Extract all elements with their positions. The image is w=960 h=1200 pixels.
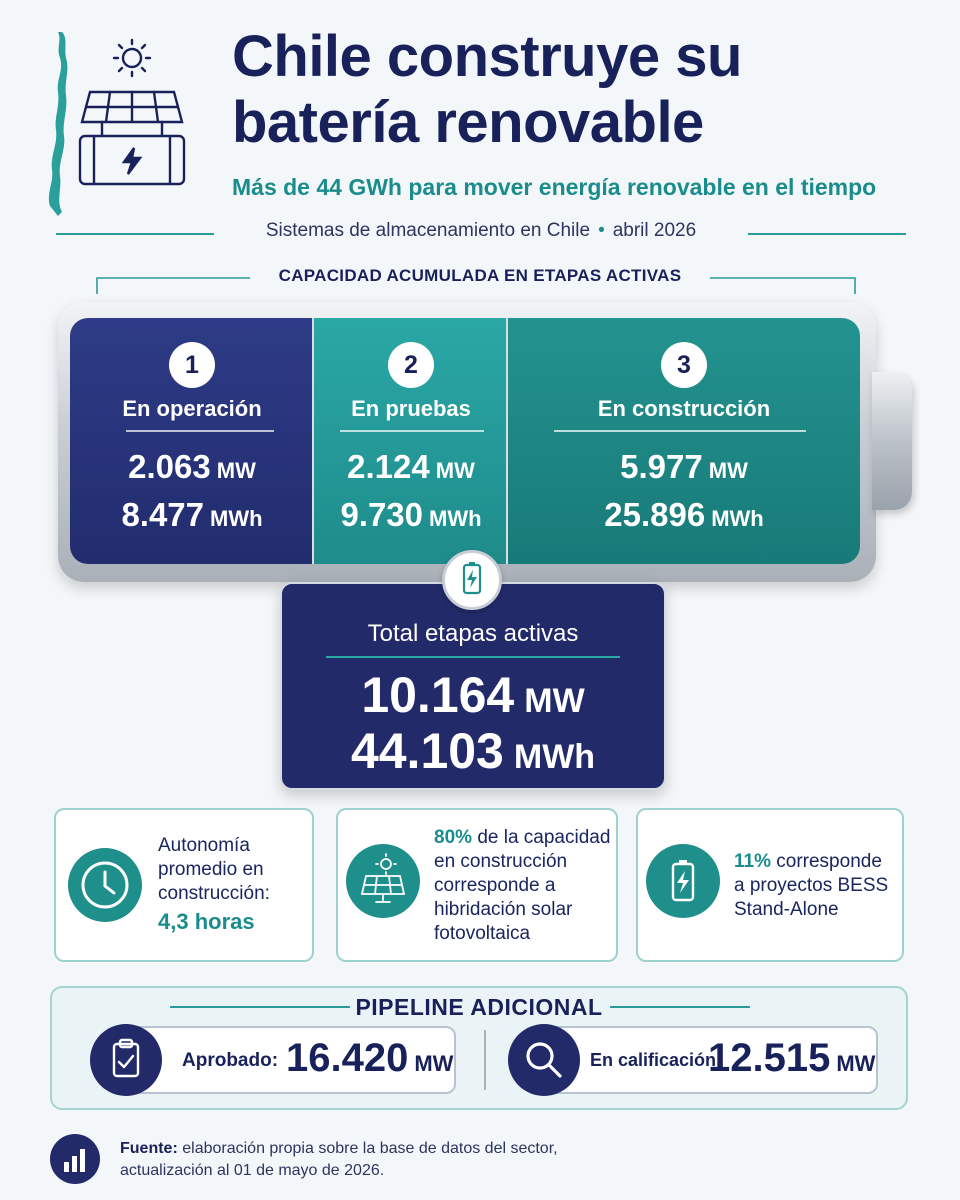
fact-highlight: 80% [434,827,473,848]
stage-number: 2 [388,342,434,388]
stage-mwh: 25.896 MWh [604,496,764,533]
pipeline-divider [484,1030,486,1090]
pipeline-review-value: 12.515 MW [708,1036,876,1080]
chile-map-icon [36,30,76,218]
meta-rule-left [56,233,214,235]
solar-battery-icon [72,36,192,188]
stage-mwh: 8.477 MWh [121,496,263,533]
footer-source-label: Fuente: [120,1140,178,1157]
battery-terminal [872,372,912,510]
stage-label: En pruebas [351,396,471,421]
bar-chart-icon [50,1134,100,1184]
battery-icon [646,844,720,918]
solar-panel-icon [346,844,420,918]
fact-card-autonomy [54,808,314,962]
meta-rule-right [748,233,906,235]
footer-update: actualización al 01 de mayo de 2026. [120,1162,385,1179]
meta-date: abril 2026 [612,220,697,241]
fact-text: Autonomía promedio en construcción: 4,3 horas [158,834,308,934]
pipeline-approved-label: Aprobado: [182,1050,279,1071]
meta-separator: • [598,220,605,241]
meta-line [56,218,906,248]
pipeline-review-label: En calificación: [590,1050,723,1070]
stage-divider [126,430,274,432]
total-mw: 10.164 MW [361,667,585,723]
pipeline-title: PIPELINE ADICIONAL [355,994,603,1020]
page-subtitle: Más de 44 GWh para mover energía renovable en el tiempo [232,174,877,200]
battery-badge [442,550,502,610]
stage-divider [340,430,484,432]
total-divider [326,656,620,658]
fact-highlight: 11% [734,851,771,872]
stage-cell-operation [70,318,314,564]
stage-mwh: 9.730 MWh [340,496,482,533]
magnifier-icon [508,1024,580,1096]
footer-source: Fuente: elaboración propia sobre la base de datos del sector, actualización al 01 de mayo de 2026. [120,1138,820,1182]
battery-bolt-icon [445,553,499,607]
stage-label: En operación [122,396,262,421]
stage-mw: 5.977 MW [620,448,748,485]
stage-cell-testing [314,318,508,564]
stage-label: En construcción [597,396,771,421]
stage-cell-construction [508,318,860,564]
fact-highlight: 4,3 horas [158,909,255,934]
clipboard-check-icon [90,1024,162,1096]
fact-card-solar [336,808,618,962]
section-label: CAPACIDAD ACUMULADA EN ETAPAS ACTIVAS [250,266,710,286]
stage-number: 1 [169,342,215,388]
pipeline-approved-value: 16.420 MW [286,1036,454,1080]
total-label: Total etapas activas [367,620,579,647]
fact-text: 11% corresponde a proyectos BESS Stand-Alone [734,851,889,920]
fact-text: 80% de la capacidad en construcción corresponde a hibridación solar fotovoltaica [434,827,611,944]
stage-divider [554,430,806,432]
clock-icon [68,848,142,922]
stage-mw: 2.063 MW [128,448,256,485]
page-title: Chile construye su batería renovable [232,24,742,155]
fact-card-bess [636,808,904,962]
meta-topic: Sistemas de almacenamiento en Chile [265,220,591,241]
stage-mw: 2.124 MW [347,448,475,485]
total-mwh: 44.103 MWh [350,723,596,779]
meta-text [228,220,734,242]
stage-number: 3 [661,342,707,388]
